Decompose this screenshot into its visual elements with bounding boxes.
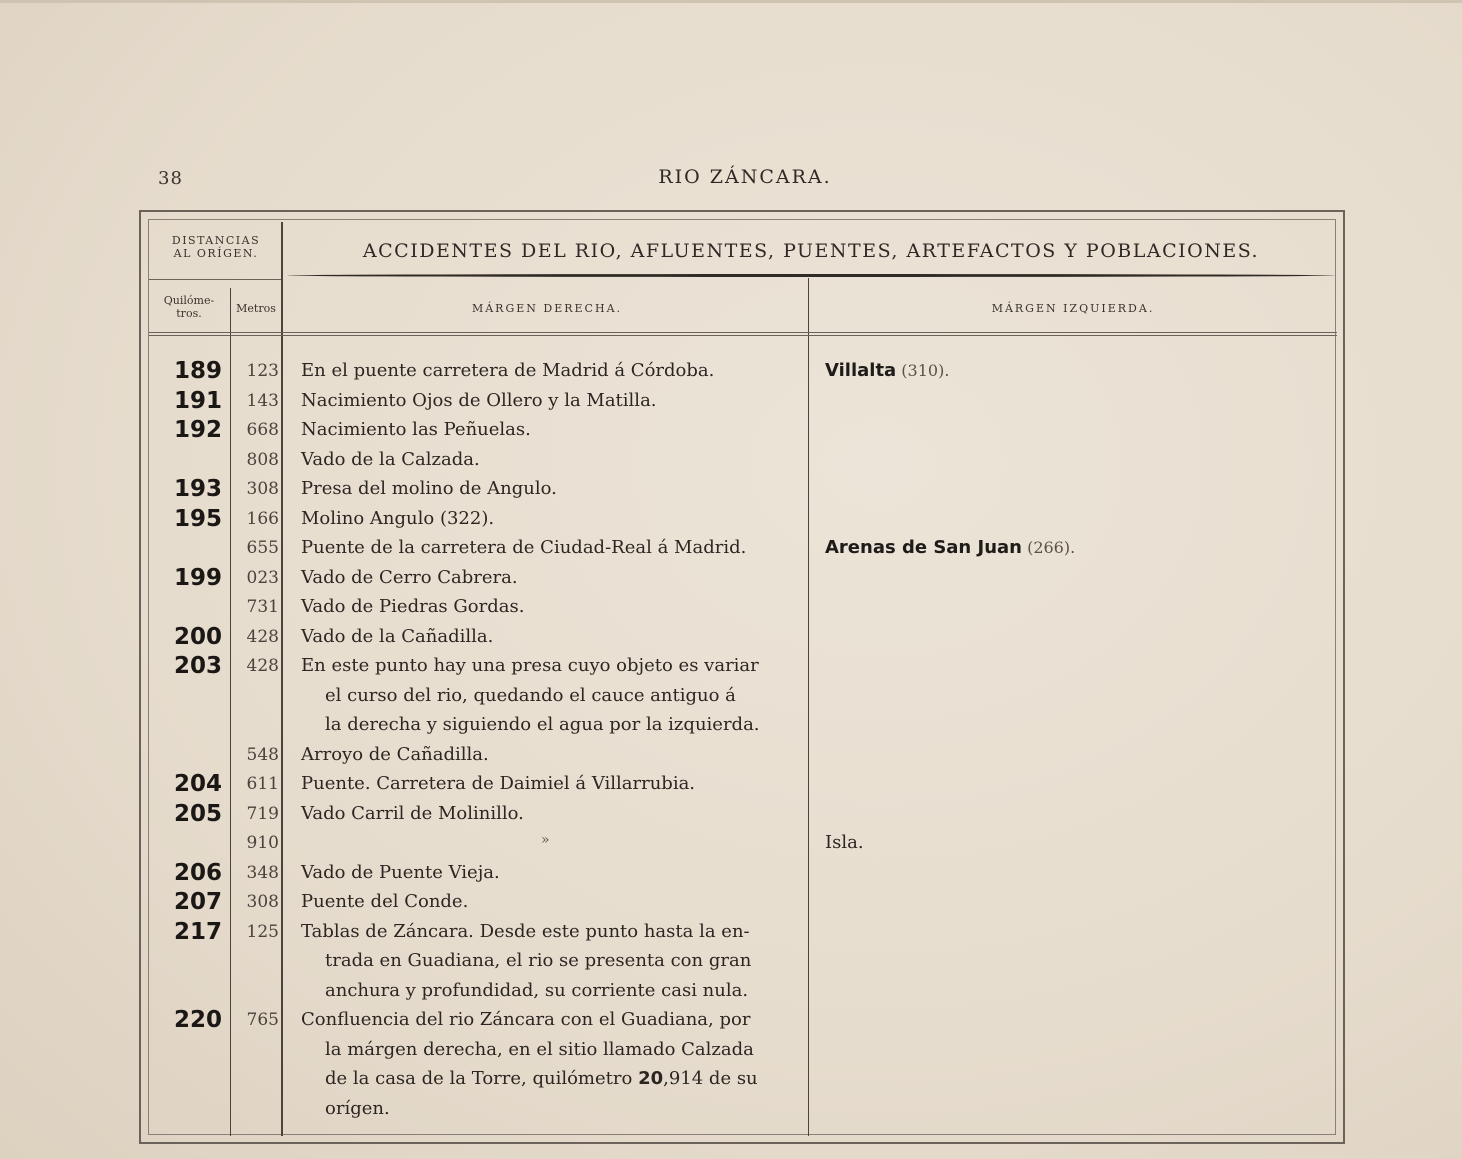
top-edge xyxy=(0,0,1462,3)
metres-value: 668 xyxy=(246,420,279,440)
metres-value: 023 xyxy=(246,567,279,588)
origin-label: AL ORÍGEN. xyxy=(173,247,259,260)
settlement-name: Villalta xyxy=(825,360,897,381)
table-row xyxy=(141,830,1347,859)
kilometre-value: 191 xyxy=(173,387,222,414)
left-bank-heading: MÁRGEN IZQUIERDA. xyxy=(991,302,1155,315)
right-bank-text: Vado Carril de Molinillo. xyxy=(301,802,524,824)
table-row xyxy=(141,594,1347,623)
table-row xyxy=(141,889,1347,918)
left-bank-text xyxy=(825,537,1325,558)
table-row xyxy=(141,1066,1347,1095)
right-bank-text: Tablas de Záncara. Desde este punto hasta la en- xyxy=(301,920,750,942)
table-row xyxy=(141,447,1347,476)
right-bank-continuation: anchura y profundidad, su corriente casi nula. xyxy=(325,979,749,1001)
right-bank-text: Vado de Puente Vieja. xyxy=(301,861,500,883)
kilometre-value: 206 xyxy=(173,859,222,886)
page-title: RIO ZÁNCARA. xyxy=(658,166,832,188)
kilometre-value: 204 xyxy=(173,771,222,797)
right-bank-text: Puente. Carretera de Daimiel á Villarrubia. xyxy=(301,773,696,794)
metres-value: 308 xyxy=(246,479,279,499)
right-bank-text: Arroyo de Cañadilla. xyxy=(301,743,489,765)
page-number: 38 xyxy=(158,168,183,189)
right-bank-heading: MÁRGEN DERECHA. xyxy=(471,302,623,315)
metres-value: 143 xyxy=(246,390,279,411)
right-bank-text: Vado de la Cañadilla. xyxy=(301,625,494,647)
metres-value: 166 xyxy=(246,508,279,529)
page-header xyxy=(150,162,1340,192)
kilometre-value: 195 xyxy=(173,505,222,532)
header-thick-rule xyxy=(287,274,1335,277)
right-bank-continuation: orígen. xyxy=(325,1097,390,1119)
table-row xyxy=(141,1037,1347,1066)
metres-value: 611 xyxy=(246,774,279,794)
metres-value: 765 xyxy=(246,1010,279,1030)
column-heads-rule xyxy=(149,332,1337,333)
table-row xyxy=(141,535,1347,564)
right-bank-continuation: la derecha y siguiendo el agua por la izquierda. xyxy=(325,714,760,735)
table-row xyxy=(141,388,1347,417)
right-bank-continuation xyxy=(325,1068,825,1089)
table-row xyxy=(141,506,1347,535)
kilometre-value: 217 xyxy=(173,918,222,945)
text-segment: de la casa de la Torre, quilómetro xyxy=(325,1068,639,1089)
right-bank-continuation: trada en Guadiana, el rio se presenta con gran xyxy=(325,950,752,971)
right-bank-text: Nacimiento Ojos de Ollero y la Matilla. xyxy=(301,389,657,411)
right-bank-continuation: la márgen derecha, en el sitio llamado Calzada xyxy=(325,1038,754,1060)
metros-column-heading: Metros xyxy=(236,302,276,315)
metres-value: 123 xyxy=(246,361,279,381)
settlement-name: Arenas de San Juan xyxy=(825,537,1022,558)
kilometre-value: 200 xyxy=(173,623,222,650)
metres-value: 428 xyxy=(246,656,279,676)
right-bank-text: Presa del molino de Angulo. xyxy=(301,478,557,499)
table-row xyxy=(141,771,1347,800)
table-row xyxy=(141,801,1347,830)
metres-value: 348 xyxy=(246,862,279,883)
right-bank-text: Nacimiento las Peñuelas. xyxy=(301,419,531,440)
settlement-figure: (310). xyxy=(896,361,950,380)
metres-value: 548 xyxy=(246,744,279,765)
bold-kilometre: 20 xyxy=(638,1068,664,1089)
right-bank-text: Puente de la carretera de Ciudad-Real á Madrid. xyxy=(301,537,747,558)
left-bank-text: Isla. xyxy=(825,832,864,853)
metres-value: 808 xyxy=(246,449,279,470)
kilometre-value: 207 xyxy=(173,889,222,915)
left-bank-text xyxy=(825,360,1325,381)
right-bank-text: En este punto hay una presa cuyo objeto es variar xyxy=(301,655,759,676)
table-row xyxy=(141,358,1347,387)
distances-heading xyxy=(157,234,275,260)
right-bank-text: Confluencia del rio Záncara con el Guadiana, por xyxy=(301,1009,751,1030)
table-row xyxy=(141,919,1347,948)
metres-value: 910 xyxy=(246,833,279,853)
km-label-line1: Quilóme- xyxy=(163,294,215,307)
kilometre-value: 203 xyxy=(173,653,222,679)
km-label-line2: tros. xyxy=(176,307,202,320)
distances-rule xyxy=(149,279,281,280)
table-row xyxy=(141,712,1347,741)
kilometre-value: 192 xyxy=(173,417,222,443)
kilometre-value: 205 xyxy=(173,800,222,827)
metres-value: 731 xyxy=(246,597,279,617)
ditto-mark: » xyxy=(541,832,550,848)
table-row xyxy=(141,860,1347,889)
km-column-heading xyxy=(149,294,229,320)
kilometre-value: 199 xyxy=(173,564,222,591)
kilometre-value: 193 xyxy=(173,476,222,502)
text-segment: ,914 de su xyxy=(663,1068,758,1089)
metres-value: 308 xyxy=(246,892,279,912)
right-bank-text: En el puente carretera de Madrid á Córdoba. xyxy=(301,360,715,381)
table-row xyxy=(141,624,1347,653)
table-row xyxy=(141,653,1347,682)
kilometre-value: 189 xyxy=(173,358,222,384)
table-row xyxy=(141,476,1347,505)
metres-value: 719 xyxy=(246,803,279,824)
right-bank-text: Puente del Conde. xyxy=(301,891,469,912)
right-bank-continuation: el curso del rio, quedando el cauce antiguo á xyxy=(325,684,736,706)
metres-value: 655 xyxy=(246,538,279,558)
main-heading: ACCIDENTES DEL RIO, AFLUENTES, PUENTES, ARTEFACTOS Y POBLACIONES. xyxy=(362,240,1260,262)
right-bank-text: Vado de Cerro Cabrera. xyxy=(301,566,518,588)
table-row xyxy=(141,1096,1347,1125)
settlement-figure: (266). xyxy=(1021,538,1076,557)
right-bank-text: Vado de Piedras Gordas. xyxy=(301,596,525,617)
column-heads-rule-2 xyxy=(149,335,1337,336)
table-row xyxy=(141,742,1347,771)
metres-value: 125 xyxy=(246,921,279,942)
distance-table xyxy=(139,210,1345,1144)
right-bank-text: Vado de la Calzada. xyxy=(301,448,480,470)
right-bank-text: Molino Angulo (322). xyxy=(301,507,495,529)
metres-value: 428 xyxy=(246,626,279,647)
kilometre-value: 220 xyxy=(173,1007,222,1033)
table-row xyxy=(141,683,1347,712)
table-row xyxy=(141,565,1347,594)
distances-label: DISTANCIAS xyxy=(171,234,261,247)
table-row xyxy=(141,948,1347,977)
table-row xyxy=(141,417,1347,446)
table-row xyxy=(141,978,1347,1007)
table-row xyxy=(141,1007,1347,1036)
